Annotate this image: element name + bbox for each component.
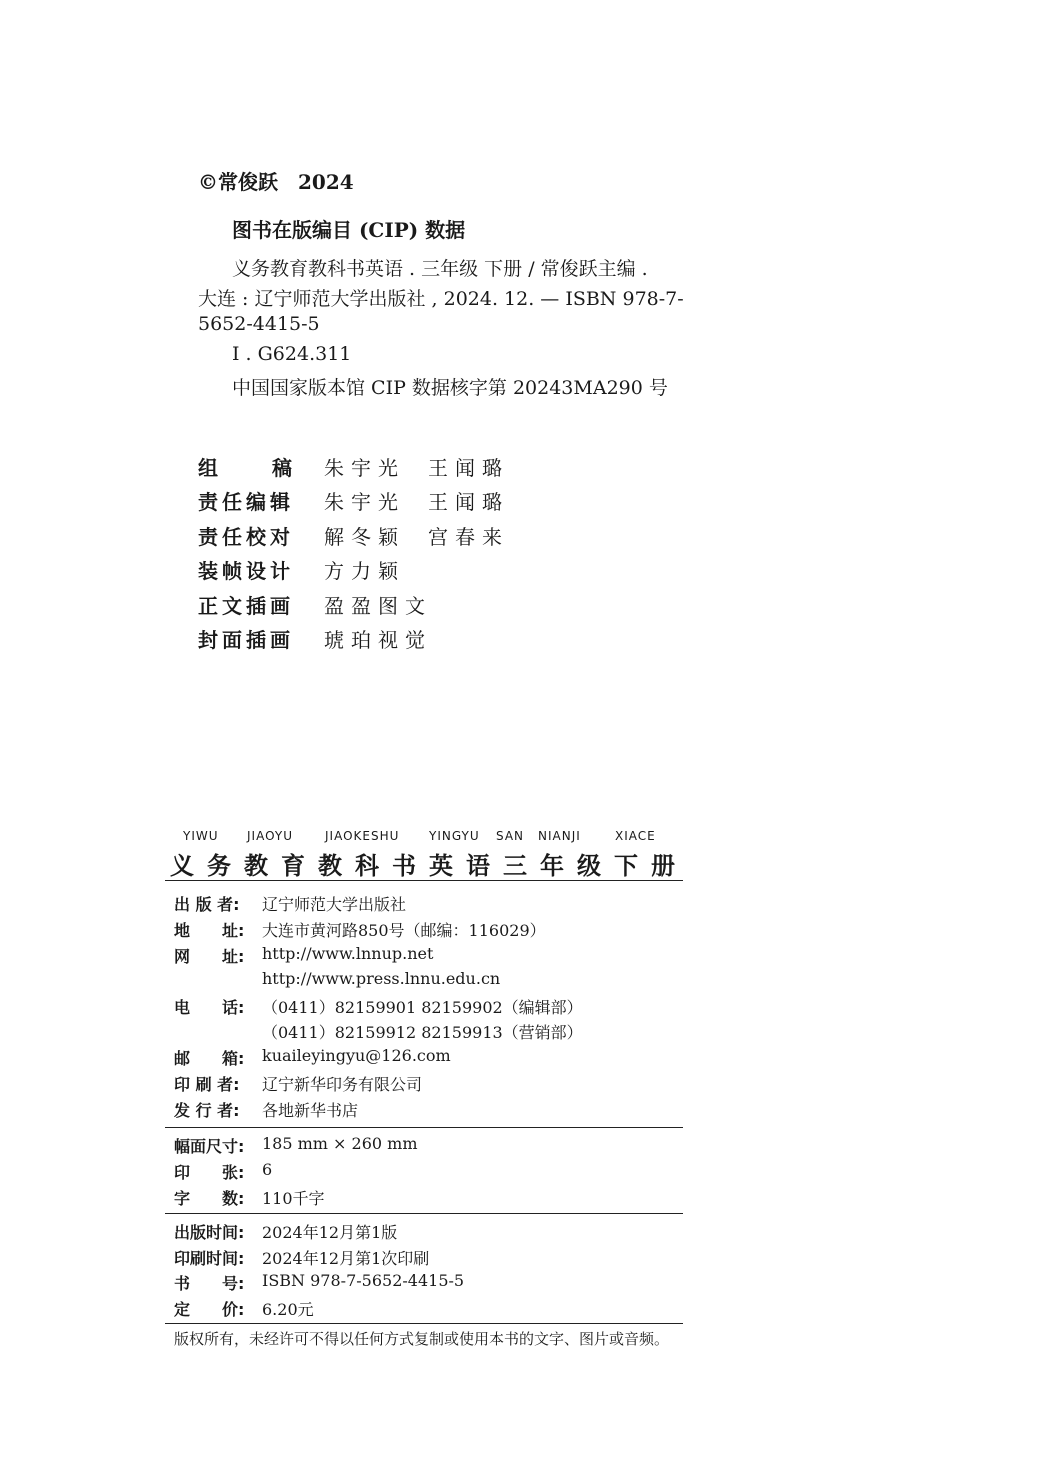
credit-name: 王闻璐 <box>428 456 509 480</box>
credit-role: 责任校对 <box>198 525 294 549</box>
pinyin-word: YINGYU <box>429 829 480 843</box>
info-label: 印 刷 者: <box>174 1075 240 1094</box>
credit-role: 装帧设计 <box>198 559 294 583</box>
info-value: 185 mm × 260 mm <box>262 1134 418 1153</box>
divider <box>165 1127 683 1128</box>
credit-name: 宫春来 <box>428 525 509 549</box>
cip-line: 大连 : 辽宁师范大学出版社 , 2024. 12. — ISBN 978-7- <box>198 288 684 310</box>
info-label: 网 址: <box>174 947 245 966</box>
info-label: 幅面尺寸: <box>174 1137 245 1156</box>
cip-line: 5652-4415-5 <box>198 313 320 335</box>
book-title: 义务教育教科书英语三年级下册 <box>170 852 688 880</box>
info-value: 辽宁师范大学出版社 <box>262 895 407 914</box>
credit-role: 封面插画 <box>198 628 294 652</box>
credit-role: 组稿 <box>198 456 346 480</box>
pinyin-word: JIAOKESHU <box>325 829 400 843</box>
info-label: 地 址: <box>174 921 245 940</box>
pinyin-word: XIACE <box>615 829 656 843</box>
pinyin-word: SAN <box>496 829 525 843</box>
info-label: 印刷时间: <box>174 1249 245 1268</box>
pinyin-word: NIANJI <box>538 829 581 843</box>
pinyin-word: YIWU <box>183 829 219 843</box>
info-label: 出 版 者: <box>174 895 240 914</box>
credit-name: 朱宇光 <box>324 490 405 514</box>
info-label: 定 价: <box>174 1300 245 1319</box>
info-value: 110千字 <box>262 1189 325 1208</box>
info-label: 印 张: <box>174 1163 245 1182</box>
info-value: （0411）82159901 82159902（编辑部） <box>262 998 583 1017</box>
info-value: 2024年12月第1版 <box>262 1223 398 1242</box>
info-label: 发 行 者: <box>174 1101 240 1120</box>
info-label: 电 话: <box>174 998 245 1017</box>
info-label: 书 号: <box>174 1274 245 1293</box>
credit-name: 琥珀视觉 <box>324 628 432 652</box>
website-link[interactable]: http://www.press.lnnu.edu.cn <box>262 969 501 988</box>
credit-name: 王闻璐 <box>428 490 509 514</box>
email-link[interactable]: kuaileyingyu@126.com <box>262 1046 451 1065</box>
credit-name: 朱宇光 <box>324 456 405 480</box>
divider <box>165 880 683 881</box>
credit-name: 盈盈图文 <box>324 594 432 618</box>
info-value: （0411）82159912 82159913（营销部） <box>262 1023 583 1042</box>
info-value: 2024年12月第1次印刷 <box>262 1249 430 1268</box>
cip-title: 图书在版编目 (CIP) 数据 <box>232 218 466 242</box>
info-value: 6 <box>262 1160 273 1179</box>
credit-name: 方力颖 <box>324 559 405 583</box>
copyright-line: ©常俊跃 2024 <box>198 170 354 194</box>
credit-name: 解冬颖 <box>324 525 405 549</box>
credit-role: 正文插画 <box>198 594 294 618</box>
divider <box>165 1213 683 1214</box>
cip-line: 中国国家版本馆 CIP 数据核字第 20243MA290 号 <box>232 377 668 399</box>
info-value: 各地新华书店 <box>262 1101 359 1120</box>
info-value: ISBN 978-7-5652-4415-5 <box>262 1271 465 1290</box>
info-value: 大连市黄河路850号（邮编：116029） <box>262 921 546 940</box>
cip-line: 义务教育教科书英语 . 三年级 下册 / 常俊跃主编 . <box>232 258 648 280</box>
website-link[interactable]: http://www.lnnup.net <box>262 944 434 963</box>
info-label: 字 数: <box>174 1189 245 1208</box>
copyright-notice: 版权所有，未经许可不得以任何方式复制或使用本书的文字、图片或音频。 <box>174 1330 670 1348</box>
divider <box>165 1323 683 1324</box>
cip-line: Ⅰ . G624.311 <box>232 343 352 365</box>
credit-role: 责任编辑 <box>198 490 294 514</box>
info-value: 辽宁新华印务有限公司 <box>262 1075 423 1094</box>
info-label: 出版时间: <box>174 1223 245 1242</box>
info-label: 邮 箱: <box>174 1049 245 1068</box>
info-value: 6.20元 <box>262 1300 314 1319</box>
book-title-pinyin <box>165 829 685 845</box>
pinyin-word: JIAOYU <box>247 829 293 843</box>
